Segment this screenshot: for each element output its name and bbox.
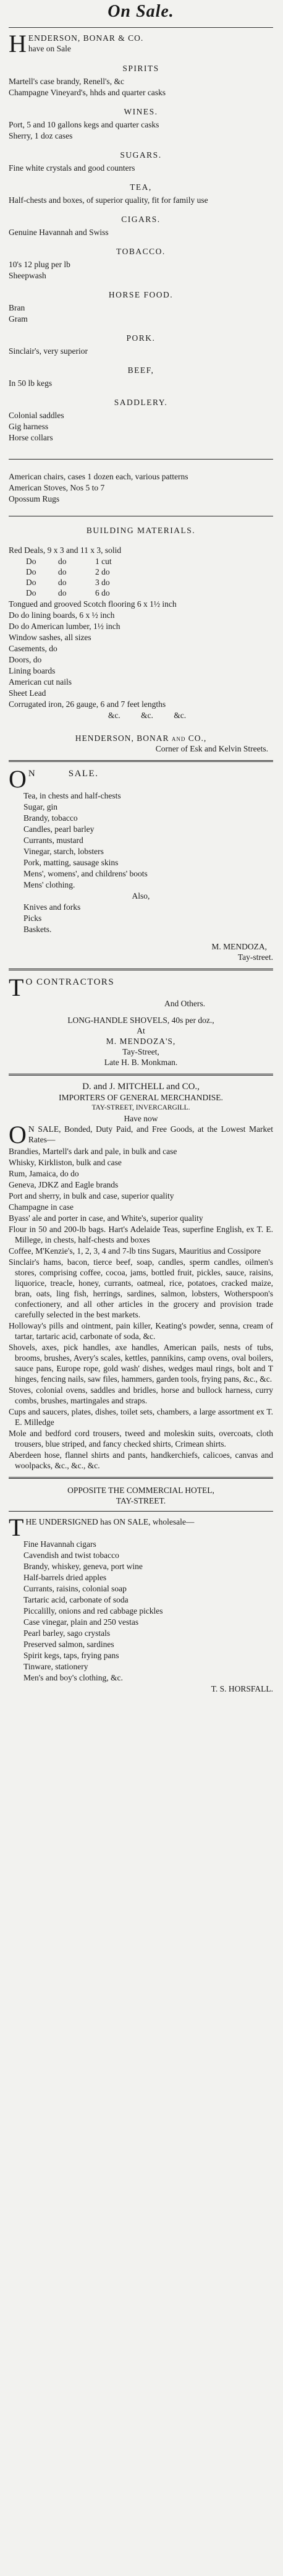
mendoza-also-item: Picks [23,914,42,923]
section-line: Martell's case brandy, Renell's, &c [9,77,124,86]
section-line: Horse collars [9,433,53,442]
divider [9,969,273,970]
ad-henderson-bonar [9,33,273,754]
mitchell-line: Brandies, Martell's dark and pale, in bulk and case [9,1147,177,1156]
drop-cap: O [9,1124,27,1145]
do-cell: 6 do [95,588,110,597]
mendoza-item: Pork, matting, sausage skins [23,858,119,867]
section-title: HORSE FOOD. [108,290,174,299]
building-line: Lining boards [9,666,56,675]
mitchell-line: Geneva, JDKZ and Eagle brands [9,1180,119,1189]
furniture-line: American Stoves, Nos 5 to 7 [9,483,105,492]
mitchell-firm: D. and J. MITCHELL and CO., [82,1082,200,1092]
building-line: Casements, do [9,644,57,653]
do-cell: Do [26,567,36,576]
late-line: Late H. B. Monkman. [104,1058,178,1067]
mendoza-also-item: Knives and forks [23,902,81,912]
mitchell-line: Mole and bedford cord trousers, tweed and moleskin suits, overcoats, cloth trousers, blue striped, and fancy checked shirts, Crimean shirts. [9,1429,273,1448]
section-title: TEA, [130,182,152,192]
divider [9,1477,273,1479]
do-cell: 1 cut [95,557,112,566]
do-rows [9,556,273,598]
section-line: Gig harness [9,422,49,431]
section-line: Sinclair's, very superior [9,346,88,356]
section-line: Genuine Havannah and Swiss [9,228,109,237]
do-row [9,567,273,577]
section-line: Gram [9,314,28,323]
building-line: Corrugated iron, 26 gauge, 6 and 7 feet lengths [9,700,166,709]
section-title: SUGARS. [120,150,162,160]
page-heading: On Sale. [108,2,174,21]
contractors-subtitle: And Others. [164,999,205,1008]
mitchell-line: Flour in 50 and 200-lb bags. Hart's Adelaide Teas, superfine English, ex T. E. Millege, in chests, half-chests and boxes [9,1225,273,1244]
divider [9,1511,273,1512]
also-list [9,902,273,935]
mitchell-line: Whisky, Kirkliston, bulk and case [9,1158,122,1167]
horsfall-item: Pearl barley, sago crystals [23,1628,111,1638]
drop-cap: T [9,977,24,998]
building-line: Sheet Lead [9,688,46,698]
mitchell-line: Aberdeen hose, flannel shirts and pants, handkerchiefs, calicoes, canvas and woolpacks, &c., &c., &c. [9,1450,273,1470]
furniture-line: American chairs, cases 1 dozen each, various patterns [9,472,188,481]
section-title: SPIRITS [122,64,159,73]
etc-line: &c. &c. &c. [108,711,187,720]
firm-name: ENDERSON, BONAR & CO. [28,33,144,43]
mendoza-item: Brandy, tobacco [23,813,78,823]
do-cell: Do [26,578,36,587]
horsfall-item: Tinware, stationery [23,1662,88,1671]
divider [9,760,273,762]
building-materials-title: BUILDING MATERIALS. [86,526,196,535]
section-line: Sherry, 1 doz cases [9,131,73,140]
do-row [9,588,273,598]
horsfall-signature: T. S. HORSFALL. [211,1684,273,1693]
ad-contractors [9,977,273,1068]
horsfall-title: OPPOSITE THE COMMERCIAL HOTEL, [67,1486,214,1495]
drop-cap: O [9,768,27,790]
divider [9,27,273,28]
mitchell-line: Rum, Jamaica, do do [9,1169,79,1178]
section-line: In 50 lb kegs [9,379,53,388]
horsfall-item: Men's and boy's clothing, &c. [23,1673,123,1682]
goods-sections [9,63,273,443]
mendoza-item: Mens', womens', and childrens' boots [23,869,148,878]
mitchell-line: Sinclair's hams, bacon, tierce beef, soap, candles, sperm candles, oilmen's stores, comprising coffee, cocoa, jams, bottled fruit, pickles, sauce, raisins, liquorice, treacle, honey, currants, oatmeal, rice, potatoes, cracked maize, bran, oats, ling fish, herrings, sardines, salmon, lobsters, Wotherspoon's confectionery, and all other articles in the grocery and provision trade carefully selected in the best markets. [9,1257,273,1319]
section-title: CIGARS. [121,215,161,224]
mendoza-item: Vinegar, starch, lobsters [23,847,104,856]
building-lines [9,599,273,709]
do-cell: 2 do [95,567,110,576]
mitchell-line: Coffee, M'Kenzie's, 1, 2, 3, 4 and 7-lb tins Sugars, Mauritius and Cossipore [9,1246,261,1256]
ad-horsfall [9,1485,273,1694]
horsfall-intro: HE UNDERSIGNED has ON SALE, wholesale— [25,1517,195,1526]
red-deals-line: Red Deals, 9 x 3 and 11 x 3, solid [9,546,122,555]
mitchell-line: Holloway's pills and ointment, pain killer, Keating's powder, senna, cream of tartar, tartaric acid, carbonate of soda, &c. [9,1321,273,1341]
mitchell-line: Byass' ale and porter in case, and White's, superior quality [9,1213,203,1223]
ad2-street: Tay-street. [237,952,273,962]
also-label: Also, [132,891,150,901]
horsfall-street: TAY-STREET. [116,1496,166,1505]
mendoza-item: Candles, pearl barley [23,824,95,834]
ad1-address: Corner of Esk and Kelvin Streets. [155,744,268,753]
mitchell-address: TAY-STREET, INVERCARGILL. [91,1104,190,1111]
horsfall-item: Brandy, whiskey, geneva, port wine [23,1562,143,1571]
do-cell: do [58,567,67,576]
mitchell-line: Stoves, colonial ovens, saddles and bridles, horse and bullock harness, curry combs, brushes, martingales and straps. [9,1385,273,1405]
section-line: Sheepwash [9,271,46,280]
horsfall-item: Currants, raisins, colonial soap [23,1584,127,1593]
section-line: 10's 12 plug per lb [9,260,70,269]
do-cell: do [58,588,67,597]
building-line: Window sashes, all sizes [9,633,91,642]
section-line: Half-chests and boxes, of superior quality, fit for family use [9,195,208,205]
section-line: Fine white crystals and good counters [9,163,135,173]
have-now: Have now [124,1114,158,1123]
tay-street-line: Tay-Street, [122,1047,159,1056]
at-line: At [137,1026,145,1035]
do-cell: do [58,578,67,587]
horsfall-item: Half-barrels dried apples [23,1573,107,1582]
drop-cap: H [9,33,27,54]
mitchell-line: Port and sherry, in bulk and case, superior quality [9,1191,174,1200]
shovels-line: LONG-HANDLE SHOVELS, 40s per doz., [67,1016,214,1025]
do-row [9,556,273,567]
horsfall-item: Case vinegar, plain and 250 vestas [23,1617,139,1627]
mendoza-item: Currants, mustard [23,836,83,845]
building-line: Tongued and grooved Scotch flooring 6 x 1½ inch [9,599,177,609]
do-row [9,577,273,588]
section-line: Port, 5 and 10 gallons kegs and quarter casks [9,120,159,129]
horsfall-item: Preserved salmon, sardines [23,1640,114,1649]
divider [9,1074,273,1076]
do-cell: do [58,557,67,566]
on-sale-header: N SALE. [28,769,99,779]
section-title: WINES. [124,107,158,116]
divider [9,459,273,460]
newspaper-column [9,0,273,1694]
horsfall-item: Spirit kegs, taps, frying pans [23,1651,119,1660]
items-list [9,790,273,890]
building-line: Doors, do [9,655,42,664]
intro-text: have on Sale [28,44,71,53]
mitchell-line: Champagne in case [9,1202,74,1212]
mendoza-line: M. MENDOZA'S, [106,1037,176,1046]
furniture-line: Opossum Rugs [9,494,60,503]
ad-mitchell [9,1082,273,1471]
ad1-signature: HENDERSON, BONAR and CO., [75,734,207,743]
section-line: Champagne Vineyard's, hhds and quarter casks [9,88,166,97]
section-title: SADDLERY. [114,398,168,407]
building-line: American cut nails [9,677,72,687]
section-title: BEEF, [127,366,154,375]
do-cell: 3 do [95,578,110,587]
mitchell-line: Shovels, axes, pick handles, axe handles, American pails, nests of tubs, brooms, brushes, Avery's scales, kettles, pannikins, camp ovens, oval boilers, sauce pans, Europe rope, gold wash' dishes, wedges maul rings, bolt and T hinges, fencing nails, saw files, hammers, garden tools, frying pans, &c., &c. [9,1343,273,1384]
section-title: TOBACCO. [116,247,166,256]
furniture-list [9,471,273,504]
ad2-signature: M. MENDOZA, [211,942,267,951]
do-cell: Do [26,588,36,597]
ad-mendoza-on-sale [9,768,273,962]
building-line: Do do lining boards, 6 x ½ inch [9,610,115,620]
horsfall-item: Tartaric acid, carbonate of soda [23,1595,129,1604]
mitchell-goods [9,1146,273,1471]
section-title: PORK. [126,333,156,343]
horsfall-item: Fine Havannah cigars [23,1539,96,1549]
do-cell: Do [26,557,36,566]
building-line: Do do American lumber, 1½ inch [9,622,120,631]
contractors-title: O CONTRACTORS [25,977,115,987]
drop-cap: T [9,1517,24,1538]
mitchell-subtitle: IMPORTERS OF GENERAL MERCHANDISE. [59,1093,223,1102]
mendoza-item: Tea, in chests and half-chests [23,791,121,800]
horsfall-item: Cavendish and twist tobacco [23,1551,119,1560]
section-line: Bran [9,303,25,312]
horsfall-item: Piccalilly, onions and red cabbage pickles [23,1606,163,1615]
horsfall-items [9,1539,273,1683]
mendoza-also-item: Baskets. [23,925,52,934]
mitchell-line: Cups and saucers, plates, dishes, toilet sets, chambers, a large assortment ex T. E. Milledge [9,1407,273,1427]
mitchell-intro: N SALE, Bonded, Duty Paid, and Free Goods, at the Lowest Market Rates— [28,1124,273,1144]
section-line: Colonial saddles [9,411,64,420]
mendoza-item: Mens' clothing. [23,880,75,889]
mendoza-item: Sugar, gin [23,802,57,811]
